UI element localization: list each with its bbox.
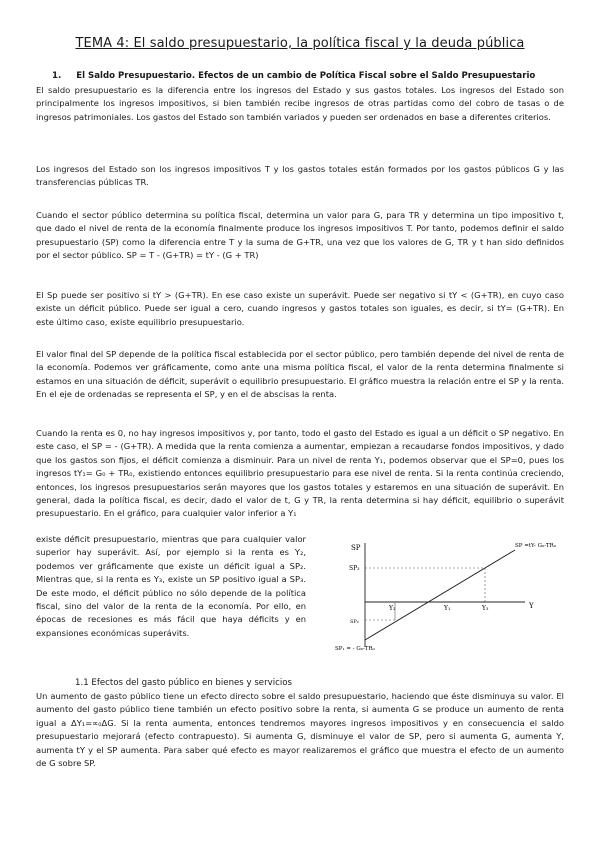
y2-label: Y₂ bbox=[389, 605, 396, 612]
paragraph-3: Cuando el sector público determina su política fiscal, determina un valor para G, para TR y determina un tipo impositivo t, que dado el nivel de renta de la economía finalmente produce los ingresos impositivos T. Por tanto, podemos definir el saldo presupuestario (SP) como la diferencia entre T y la suma de G+TR, una vez que los valores de G, TR y t han sido definidos por el sector público. SP = T - (G+TR) = tY - (G + TR) bbox=[36, 210, 564, 261]
sp-line-label: SP =tY- G₀-TR₀ bbox=[515, 543, 556, 549]
sp-line bbox=[365, 550, 515, 640]
x-axis-label: Y bbox=[529, 602, 534, 610]
section-1-title: El Saldo Presupuestario. Efectos de un cambio de Política Fiscal sobre el Saldo Presupuestario bbox=[76, 71, 536, 81]
y-axis-label: SP bbox=[351, 544, 361, 552]
y1-label: Y₁ bbox=[444, 605, 451, 612]
paragraph-6: Cuando la renta es 0, no hay ingresos impositivos y, por tanto, todo el gasto del Estado es igual a un déficit o SP negativo. En este caso, el SP = - (G+TR). A medida que la renta comienza a aumentar, empiezan a recaudarse fondos impositivos, y dado que los gastos son fijos, el déficit comienza a disminuir. Para un nivel de renta Y₁, podemos observar que el SP=0, pues los ingresos tY₁= G₀ + TR₀, existiendo entonces equilibrio presupuestario para ese nivel de renta. Si la renta continúa creciendo, entonces, los ingresos presupuestarios serán mayores que los gastos totales y estaremos en una situación de superávit. En general, dada la política fiscal, es decir, dado el valor de t, G y TR, la renta determina si hay déficit, equilibrio o superávit presupuestario. En el gráfico, para cualquier valor inferior a Y₁ bbox=[36, 428, 564, 519]
section-1-number: 1. bbox=[52, 71, 62, 81]
page-title: TEMA 4: El saldo presupuestario, la política fiscal y la deuda pública bbox=[75, 36, 525, 51]
sp3-label: SP₃ bbox=[349, 565, 360, 572]
y3-label: Y₃ bbox=[482, 605, 489, 612]
section-1-1-heading: 1.1 Efectos del gasto público en bienes y servicios bbox=[75, 678, 292, 688]
paragraph-7: existe déficit presupuestario, mientras que para cualquier valor superior hay superávit. Así, por ejemplo si la renta es Y₂, podemos ver gráficamente que existe un déficit igual a SP₂. Mientras que, si la renta es Y₃, existe un SP positivo igual a SP₃. De este modo, el déficit público no sólo depende de la política fiscal, sino del valor de la renta de la economía. Por ello, en épocas de recesiones es más fácil que haya déficits y en expansiones económicas superávits. bbox=[36, 534, 306, 638]
paragraph-2: Los ingresos del Estado son los ingresos impositivos T y los gastos totales están formados por los gastos públicos G y las transferencias públicas TR. bbox=[36, 164, 564, 188]
paragraph-5: El valor final del SP depende de la política fiscal establecida por el sector público, pero también depende del nivel de renta de la economía. Podemos ver gráficamente, como ante una misma política fiscal, el valor de la renta determina finalmente si estamos en una situación de déficit, superávit o equilibrio presupuestario. El gráfico muestra la relación entre el SP y la renta. En el eje de ordenadas se representa el SP, y en el de abscisas la renta. bbox=[36, 349, 564, 400]
paragraph-8: Un aumento de gasto público tiene un efecto directo sobre el saldo presupuestario, haciendo que éste disminuya su valor. El aumento del gasto público tiene también un efecto positivo sobre la renta, si aumenta G se produce un aumento de renta igual a ΔY₁=∝₀ΔG. Si la renta aumenta, entonces tendremos mayores ingresos impositivos y en consecuencia el saldo presupuestario mejorará (efecto contrapuesto). Si aumenta G, disminuye el valor de SP, pero si aumenta G, aumenta Y, aumenta tY y el SP aumenta. Para saber qué efecto es mayor realizaremos el gráfico que muestra el efecto de un aumento de G sobre SP. bbox=[36, 691, 564, 769]
paragraph-4: El Sp puede ser positivo si tY > (G+TR). En ese caso existe un superávit. Puede ser negativo si tY < (G+TR), en cuyo caso existe un déficit público. Puede ser igual a cero, cuando ingresos y gastos totales son iguales, es decir, si tY= (G+TR). En este último caso, existe equilibrio presupuestario. bbox=[36, 290, 564, 327]
sp2-label: SP₂ bbox=[350, 619, 359, 625]
budget-balance-graph bbox=[335, 535, 575, 655]
section-1-heading bbox=[52, 71, 535, 81]
paragraph-1: El saldo presupuestario es la diferencia entre los ingresos del Estado y sus gastos totales. Los ingresos del Estado son principalmente los ingresos impositivos, si bien también recibe ingresos de otras partidas como del cobro de tasas o de ingresos patrimoniales. Los gastos del Estado son también variados y pueden ser ordenados en base a diferentes criterios. bbox=[36, 85, 564, 122]
intercept-label: SP₁ = - G₀-TR₀ bbox=[335, 646, 375, 652]
